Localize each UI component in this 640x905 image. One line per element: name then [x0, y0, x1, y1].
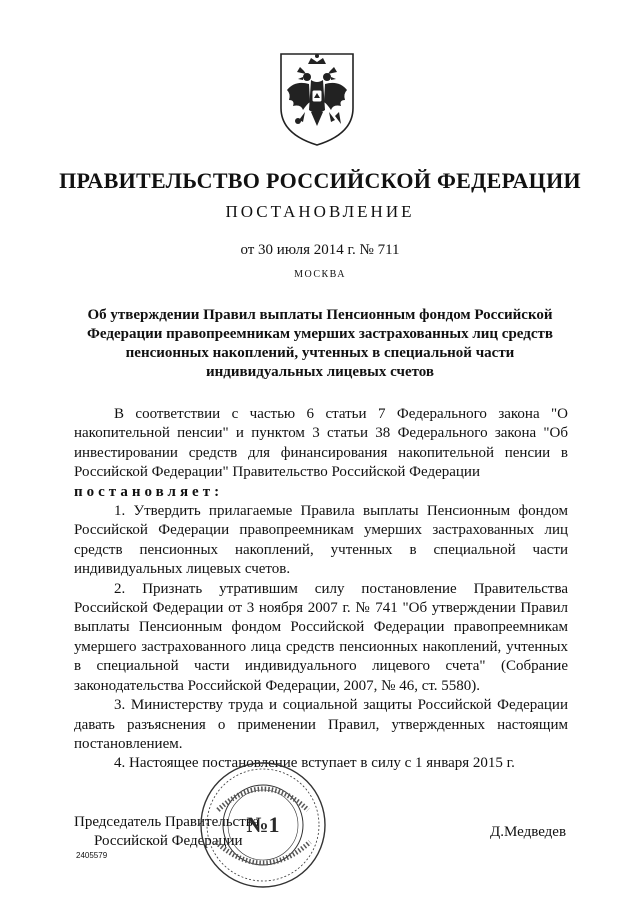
- signatory-position-line-1: Председатель Правительства: [74, 814, 260, 830]
- document-type: ПОСТАНОВЛЕНИЕ: [225, 202, 415, 221]
- resolves-word: постановляет:: [74, 483, 224, 500]
- signatory-name: Д.Медведев: [490, 824, 567, 840]
- document-date-number: от 30 июля 2014 г. № 711: [240, 242, 400, 258]
- document-code: 2405579: [76, 851, 108, 860]
- preamble-paragraph: В соответствии с частью 6 статьи 7 Федерального закона "О накопительной пенсии" и пунктом 3 статьи 38 Федерального закона "Об инвестировании средств для финансирования накопительной пенсии в Российской Федерации" Правительство Российской Федерации: [74, 406, 568, 481]
- government-title: ПРАВИТЕЛЬСТВО РОССИЙСКОЙ ФЕДЕРАЦИИ: [59, 168, 581, 193]
- item-4-paragraph: 4. Настоящее постановление вступает в силу с 1 января 2015 г.: [114, 755, 515, 772]
- coat-of-arms-icon: [275, 50, 359, 148]
- stamp-number: №1: [246, 812, 280, 837]
- signatory-position-line-2: Российской Федерации: [94, 833, 243, 849]
- document-subject: Об утверждении Правил выплаты Пенсионным фондом Российской Федерации правопреемникам умерших застрахованных лиц средств пенсионных накоплений, учтенных в специальной части индивидуальных лицевых счетов: [87, 307, 553, 380]
- item-3-paragraph: 3. Министерству труда и социальной защиты Российской Федерации давать разъяснения о применении Правил, утвержденных настоящим постановлением.: [74, 697, 568, 752]
- item-1-paragraph: 1. Утвердить прилагаемые Правила выплаты Пенсионным фондом Российской Федерации правопреемникам умерших застрахованных лиц средств пенсионных накоплений, учтенных в специальной части индивидуальных лицевых счетов.: [74, 503, 568, 578]
- document-body: [74, 405, 568, 774]
- item-2-paragraph: 2. Признать утратившим силу постановление Правительства Российской Федерации от 3 ноября 2007 г. № 741 "Об утверждении Правил выплаты Пенсионным фондом Российской Федерации правопреемникам умершего застрахованного лица средств пенсионных накоплений, учтенных в специальной части индивидуального лицевого счета" (Собрание законодательства Российской Федерации, 2007, № 46, ст. 5580).: [74, 580, 568, 694]
- document-city: МОСКВА: [294, 269, 346, 280]
